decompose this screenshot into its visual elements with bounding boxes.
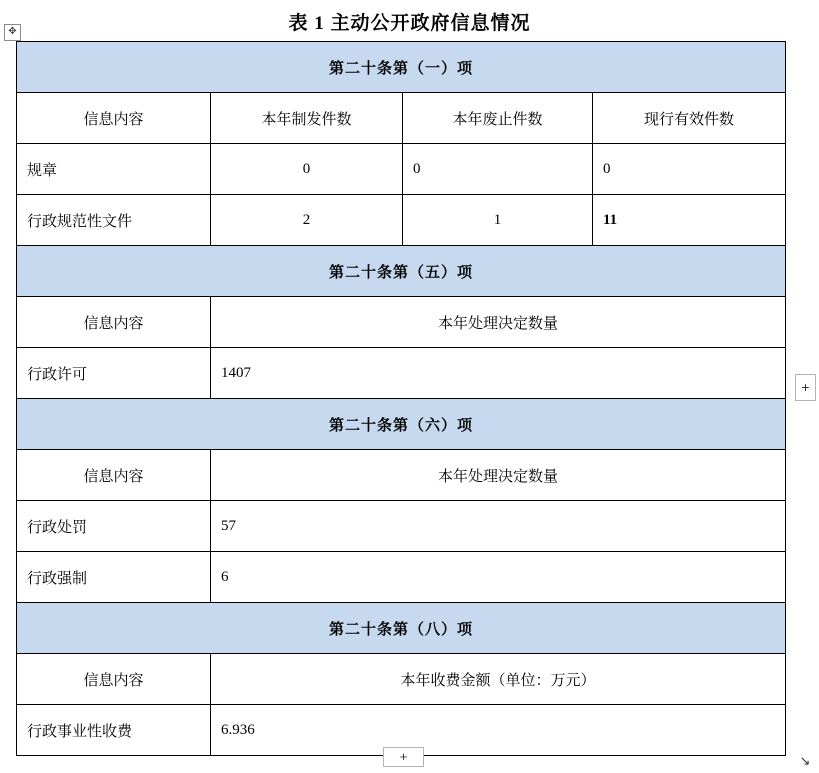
table-row <box>17 348 786 399</box>
column-header: 信息内容 <box>17 297 211 348</box>
column-header: 本年收费金额（单位：万元） <box>211 654 786 705</box>
section-heading-2: 第二十条第（五）项 <box>17 246 786 297</box>
cell-value: 6.936 <box>211 705 786 756</box>
column-header: 信息内容 <box>17 654 211 705</box>
cell-value: 2 <box>211 195 403 246</box>
table-resize-handle-icon[interactable]: ↘ <box>799 753 811 768</box>
table-row <box>17 399 786 450</box>
cell-value: 0 <box>211 144 403 195</box>
table-row <box>17 654 786 705</box>
page-title: 表 1 主动公开政府信息情况 <box>288 13 531 34</box>
cell-value: 1407 <box>211 348 786 399</box>
table-row <box>17 93 786 144</box>
row-label: 规章 <box>17 144 211 195</box>
table-row <box>17 246 786 297</box>
cell-value: 6 <box>211 552 786 603</box>
column-header: 现行有效件数 <box>593 93 786 144</box>
table-row <box>17 552 786 603</box>
table-row <box>17 297 786 348</box>
cell-value: 0 <box>593 144 786 195</box>
section-heading-3: 第二十条第（六）项 <box>17 399 786 450</box>
section-heading-1: 第二十条第（一）项 <box>17 42 786 93</box>
table-row <box>17 144 786 195</box>
table-row <box>17 501 786 552</box>
add-column-button[interactable]: + <box>795 374 816 401</box>
column-header: 本年废止件数 <box>403 93 593 144</box>
cell-value: 0 <box>403 144 593 195</box>
add-row-button[interactable]: + <box>383 747 424 767</box>
cell-value: 1 <box>403 195 593 246</box>
row-label: 行政事业性收费 <box>17 705 211 756</box>
column-header: 本年制发件数 <box>211 93 403 144</box>
section-heading-4: 第二十条第（八）项 <box>17 603 786 654</box>
table-move-handle-icon[interactable]: ✥ <box>4 24 21 41</box>
table-row <box>17 603 786 654</box>
column-header: 信息内容 <box>17 450 211 501</box>
cell-value: 11 <box>593 195 786 246</box>
government-information-table <box>16 41 786 756</box>
column-header: 本年处理决定数量 <box>211 450 786 501</box>
row-label: 行政规范性文件 <box>17 195 211 246</box>
table-row <box>17 195 786 246</box>
table-row <box>17 450 786 501</box>
table-row <box>17 42 786 93</box>
row-label: 行政处罚 <box>17 501 211 552</box>
row-label: 行政许可 <box>17 348 211 399</box>
row-label: 行政强制 <box>17 552 211 603</box>
column-header: 本年处理决定数量 <box>211 297 786 348</box>
cell-value: 57 <box>211 501 786 552</box>
column-header: 信息内容 <box>17 93 211 144</box>
